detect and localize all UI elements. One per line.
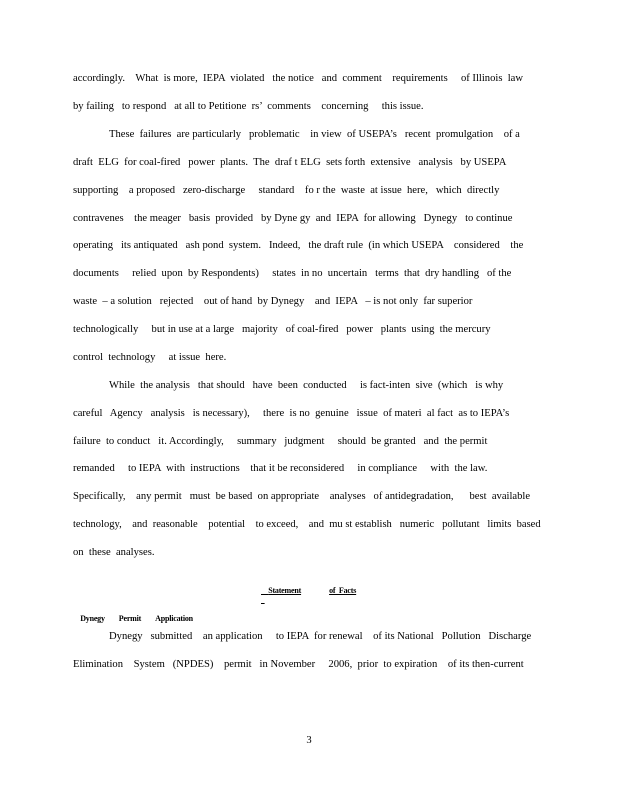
paragraph-1-line-1: accordingly. What is more, IEPA violated the notice and comment requirements of Illinois law <box>73 73 524 84</box>
paragraph-3-line-6: technology, and reasonable potential to exceed, and mu st establish numeric pollutant limits based <box>73 519 541 530</box>
paragraph-2-line-7: waste – a solution rejected out of hand by Dynegy and IEPA – is not only far superior <box>73 296 473 307</box>
paragraph-3-line-4: remanded to IEPA with instructions that it be reconsidered in compliance with the law. <box>73 463 488 474</box>
section-heading-part-2: of Facts <box>329 586 357 595</box>
paragraph-4-line-1: Dynegy submitted an application to IEPA for renewal of its National Pollution Discharge <box>109 631 532 642</box>
paragraph-2-line-2: draft ELG for coal-fired power plants. The draf t ELG sets forth extensive analysis by USEPA <box>73 157 507 168</box>
subsection-heading-part-2: Permit <box>118 614 142 623</box>
section-heading-part-1: Statement <box>268 586 302 595</box>
paragraph-2-line-9: control technology at issue here. <box>73 352 227 363</box>
paragraph-3-line-3: failure to conduct it. Accordingly, summary judgment should be granted and the permit <box>73 436 488 447</box>
subsection-heading-part-1: Dynegy <box>80 614 105 623</box>
paragraph-2-line-8: technologically but in use at a large majority of coal-fired power plants using the mercury <box>73 324 491 335</box>
paragraph-2-line-6: documents relied upon by Respondents) states in no uncertain terms that dry handling of the <box>73 268 512 279</box>
paragraph-3-line-2: careful Agency analysis is necessary), there is no genuine issue of materi al fact as to IEPA’s <box>73 408 510 419</box>
paragraph-2-line-4: contravenes the meager basis provided by Dyne gy and IEPA for allowing Dynegy to continue <box>73 213 513 224</box>
page-number: 3 <box>306 735 312 746</box>
paragraph-2-line-1: These failures are particularly problematic in view of USEPA’s recent promulgation of a <box>109 129 520 140</box>
subsection-heading-part-3: Application <box>155 614 193 623</box>
paragraph-3-line-7: on these analyses. <box>73 547 155 558</box>
paragraph-3-line-1: While the analysis that should have been conducted is fact-inten sive (which is why <box>109 380 504 391</box>
paragraph-3-line-5: Specifically, any permit must be based on appropriate analyses of antidegradation, best available <box>73 491 531 502</box>
paragraph-2-line-3: supporting a proposed zero-discharge standard fo r the waste at issue here, which directly <box>73 185 500 196</box>
section-heading <box>261 577 366 604</box>
paragraph-2-line-5: operating its antiquated ash pond system. Indeed, the draft rule (in which USEPA considered the <box>73 240 524 251</box>
subsection-heading <box>73 605 221 632</box>
paragraph-4-line-2: Elimination System (NPDES) permit in November 2006, prior to expiration of its then-current <box>73 659 524 670</box>
paragraph-1-line-2: by failing to respond at all to Petitione rs’ comments concerning this issue. <box>73 101 424 112</box>
